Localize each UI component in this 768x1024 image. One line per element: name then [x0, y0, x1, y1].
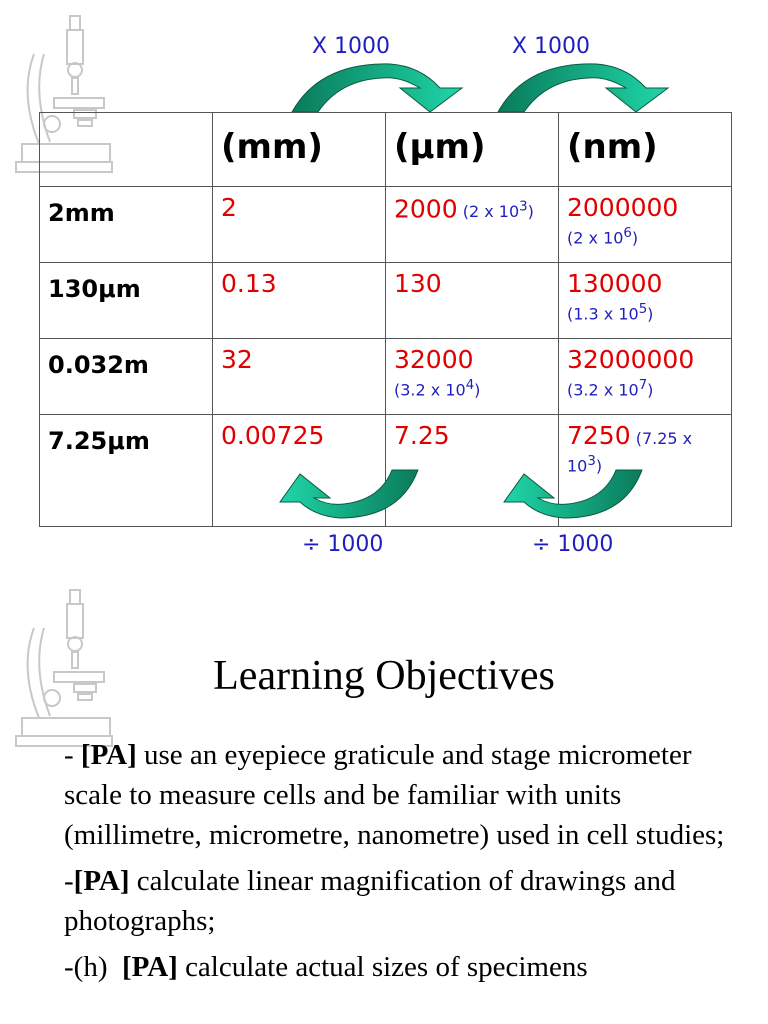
units-conversion-table [39, 112, 732, 527]
learning-objectives-title: Learning Objectives [213, 653, 555, 699]
nm-scientific: (7.25 x [635, 429, 693, 448]
mm-value: 32 [221, 345, 253, 374]
curved-arrow-icon [290, 58, 470, 114]
mm-cell [213, 263, 386, 339]
table-row [40, 263, 732, 339]
row-label-cell [40, 187, 213, 263]
nm-scientific: (3.2 x $10^7$) [567, 378, 654, 400]
nm-value: 7250 [567, 421, 631, 450]
table-row [40, 187, 732, 263]
table-header-row [40, 113, 732, 187]
um-cell [386, 263, 559, 339]
row-label-cell [40, 415, 213, 527]
objective-tag: [PA] [73, 865, 130, 897]
objective-item: -(h) [PA] calculate actual sizes of specimens [64, 951, 588, 983]
um-value: 32000 [394, 345, 474, 374]
multiply-label: X 1000 [312, 34, 391, 59]
multiply-label: X 1000 [512, 34, 591, 59]
mm-cell [213, 339, 386, 415]
table-header-mm: (mm) [213, 113, 386, 187]
mm-value: 0.13 [221, 269, 277, 298]
nm-cell [559, 339, 732, 415]
mm-value: 2 [221, 193, 237, 222]
nm-cell [559, 187, 732, 263]
row-label: 2mm [48, 199, 115, 227]
curved-arrow-icon [496, 58, 676, 114]
table-header-nm: (nm) [559, 113, 732, 187]
nm-cell [559, 263, 732, 339]
row-label: 7.25μm [48, 427, 150, 455]
um-value: 7.25 [394, 421, 450, 450]
divide-label: ÷ 1000 [532, 532, 614, 557]
curved-arrow-icon [270, 468, 420, 520]
um-value: 2000 [394, 194, 458, 224]
um-cell [386, 187, 559, 263]
nm-scientific: (2 x $10^6$) [567, 226, 639, 248]
objective-tag: [PA] [121, 951, 178, 983]
divide-label: ÷ 1000 [302, 532, 384, 557]
nm-scientific-cont: $10^3$) [567, 454, 603, 476]
nm-value: 130000 [567, 269, 663, 298]
mm-value: 0.00725 [221, 421, 325, 450]
curved-arrow-icon [494, 468, 644, 520]
row-label-cell [40, 339, 213, 415]
nm-scientific: (1.3 x $10^5$) [567, 302, 654, 324]
row-label: 0.032m [48, 351, 149, 379]
mm-cell [213, 187, 386, 263]
um-scientific: (3.2 x $10^4$) [394, 378, 481, 400]
um-scientific: (2 x $10^3$) [462, 200, 534, 222]
um-value: 130 [394, 269, 442, 298]
objective-tag: [PA] [80, 739, 137, 771]
objective-item: -[PA] calculate linear magnification of drawings and photographs; [64, 865, 676, 937]
objectives-list [64, 735, 744, 993]
nm-value: 32000000 [567, 345, 695, 374]
nm-value: 2000000 [567, 193, 679, 222]
um-cell [386, 339, 559, 415]
row-label-cell [40, 263, 213, 339]
table-header-cell [40, 113, 213, 187]
table-row [40, 339, 732, 415]
table-header-um: (μm) [386, 113, 559, 187]
objective-item: - [PA] use an eyepiece graticule and stage micrometer scale to measure cells and be familiar with units (millimetre, micrometre, nanometre) used in cell studies; [64, 739, 725, 851]
row-label: 130μm [48, 275, 141, 303]
